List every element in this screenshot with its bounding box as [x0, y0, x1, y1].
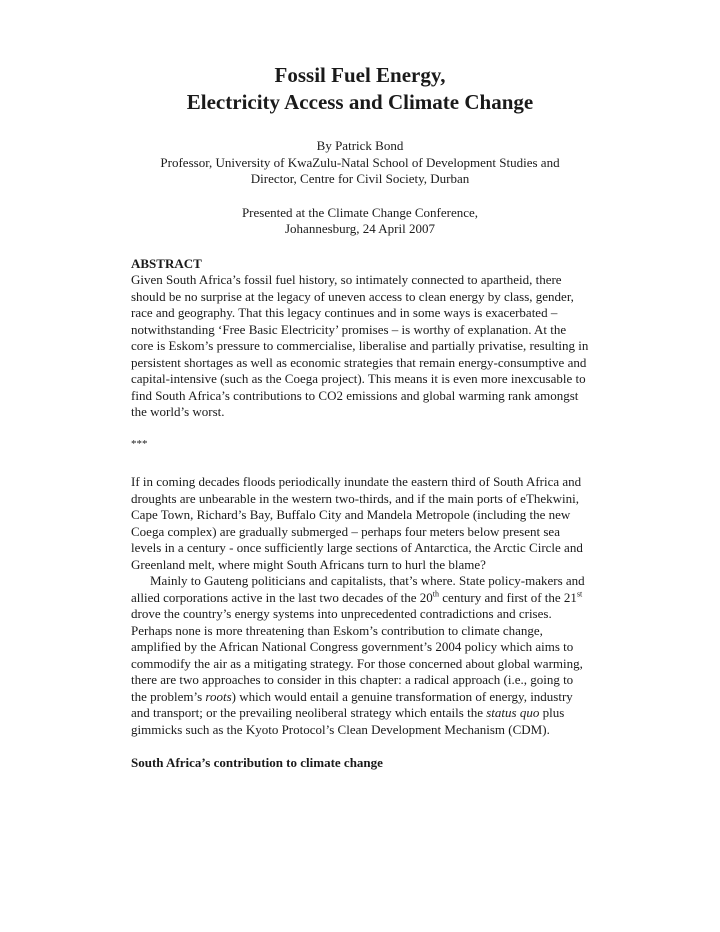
- title-line-1: Fossil Fuel Energy,: [274, 63, 446, 87]
- body-paragraph-2: [131, 573, 589, 738]
- title-line-2: Electricity Access and Climate Change: [186, 90, 534, 114]
- document-page: [131, 62, 589, 772]
- para2-italic-roots: roots: [205, 688, 232, 704]
- body-paragraph-1: If in coming decades floods periodically inundate the eastern third of South Africa and droughts are unbearable in the western two-thirds, and if the main ports of eThekwini, Cape Town, Richard’s Bay, Buffalo City and Mandela Metropole (including the new Coega complex) are gradually submerged – perhaps four meters below present sea levels in a century - once sufficiently large sections of Antarctica, the Arctic Circle and Greenland melt, where might South Africans turn to hurl the blame?: [131, 474, 583, 572]
- para2-sup-st: st: [576, 589, 583, 599]
- para2-part-d: ) which would entail a genuine transformation of energy, industry and transport; or the prevailing neoliberal strategy which entails the: [131, 688, 573, 720]
- author-affiliation-line-2: Director, Centre for Civil Society, Durban: [250, 171, 470, 186]
- para2-part-e: plus gimmicks such as the Kyoto Protocol’s Clean Development Mechanism (CDM).: [131, 705, 565, 737]
- para2-part-c: drove the country’s energy systems into unprecedented contradictions and crises. Perhaps none is more threatening than Eskom’s contribution to climate change, amplified by the African National Congress government’s 2004 policy which aims to commodify the air as a mitigating strategy. For those concerned about global warming, there are two approaches to consider in this chapter: a radical approach (i.e., going to the problem’s: [131, 606, 583, 704]
- venue-line-1: Presented at the Climate Change Conference,: [241, 204, 479, 220]
- abstract-heading: ABSTRACT: [131, 255, 202, 271]
- section-heading: South Africa’s contribution to climate change: [131, 755, 383, 770]
- para2-sup-th: th: [432, 589, 440, 599]
- author-byline: By Patrick Bond: [316, 138, 404, 153]
- author-block: [131, 138, 589, 188]
- venue-line-2: Johannesburg, 24 April 2007: [285, 221, 435, 236]
- abstract-text: Given South Africa’s fossil fuel history, so intimately connected to apartheid, there should be no surprise at the legacy of uneven access to clean energy by class, gender, race and geography. That this legacy continues and in some ways is exacerbated – notwithstanding ‘Free Basic Electricity’ promises – is worthy of explanation. At the core is Eskom’s pressure to commercialise, liberalise and partially privatise, resulting in persistent shortages as well as economic strategies that remain energy-consumptive and capital-intensive (such as the Coega project). This means it is even more inexcusable to find South Africa’s contributions to CO2 emissions and global warming rank amongst the world’s worst.: [131, 272, 589, 419]
- document-title: [131, 62, 589, 116]
- author-affiliation-line-1: Professor, University of KwaZulu-Natal School of Development Studies and: [160, 154, 560, 170]
- para2-part-b: century and first of the 21: [439, 589, 577, 605]
- para2-part-a: Mainly to Gauteng politicians and capitalists, that’s where. State policy-makers and allied corporations active in the last two decades of the 20: [131, 573, 585, 605]
- section-separator: ***: [131, 437, 148, 450]
- venue-block: [131, 205, 589, 238]
- para2-italic-status-quo: status quo: [486, 705, 540, 720]
